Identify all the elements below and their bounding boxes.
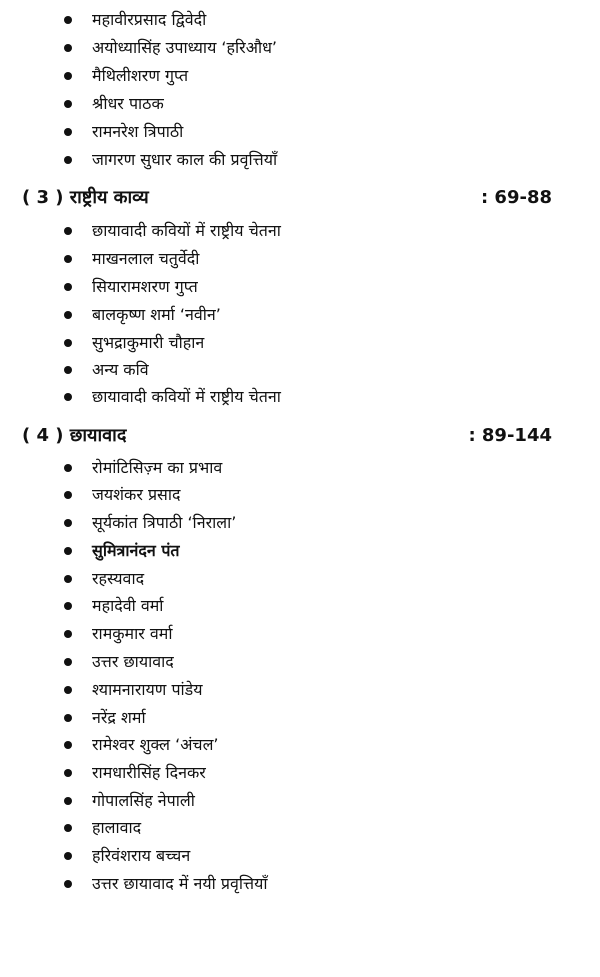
list-item-text: छायावादी कवियों में राष्ट्रीय चेतना bbox=[92, 387, 281, 406]
bullet-icon bbox=[64, 797, 72, 805]
list-item-text: मैथिलीशरण गुप्त bbox=[92, 66, 189, 85]
list-item bbox=[64, 509, 236, 537]
list-item-text: उत्तर छायावाद में नयी प्रवृत्तियाँ bbox=[92, 874, 268, 893]
list-item bbox=[64, 90, 164, 118]
list-item bbox=[64, 62, 188, 90]
bullet-icon bbox=[64, 100, 72, 108]
list-item-text: रामकुमार वर्मा bbox=[92, 624, 173, 643]
list-item bbox=[64, 814, 141, 842]
list-item-text: जागरण सुधार काल की प्रवृत्तियाँ bbox=[92, 150, 278, 169]
list-item bbox=[64, 245, 199, 273]
list-item-text: नरेंद्र शर्मा bbox=[92, 708, 146, 727]
list-item-text: श्यामनारायण पांडेय bbox=[92, 680, 203, 699]
list-item bbox=[64, 731, 219, 759]
list-item bbox=[64, 356, 149, 384]
section-heading-rashtriya-kavya bbox=[22, 182, 552, 212]
bullet-icon bbox=[64, 741, 72, 749]
bullet-icon bbox=[64, 283, 72, 291]
list-item-text: सुमित्रानंदन पंत bbox=[92, 541, 180, 560]
list-item-text: छायावादी कवियों में राष्ट्रीय चेतना bbox=[92, 221, 281, 240]
bullet-icon bbox=[64, 686, 72, 694]
bullet-icon bbox=[64, 658, 72, 666]
list-item-text: रामधारीसिंह दिनकर bbox=[92, 763, 206, 782]
list-item-text: रामेश्वर शुक्ल ‘अंचल’ bbox=[92, 735, 219, 754]
list-item bbox=[64, 146, 277, 174]
list-item-text: सियारामशरण गुप्त bbox=[92, 277, 198, 296]
bullet-icon bbox=[64, 255, 72, 263]
list-item-text: श्रीधर पाठक bbox=[92, 94, 164, 113]
section-title: ( 4 ) छायावाद bbox=[22, 425, 127, 446]
section-page-range: : 69-88 bbox=[480, 186, 552, 208]
bullet-icon bbox=[64, 227, 72, 235]
list-item bbox=[64, 620, 173, 648]
list-item bbox=[64, 592, 163, 620]
list-item bbox=[64, 34, 277, 62]
list-item bbox=[64, 217, 281, 245]
list-item bbox=[64, 383, 281, 411]
list-item-text: महावीरप्रसाद द्विवेदी bbox=[92, 10, 207, 29]
list-item-text: गोपालसिंह नेपाली bbox=[92, 791, 195, 810]
list-item bbox=[64, 481, 181, 509]
list-item bbox=[64, 759, 206, 787]
bullet-icon bbox=[64, 44, 72, 52]
list-item bbox=[64, 676, 203, 704]
list-item-text: सूर्यकांत त्रिपाठी ‘निराला’ bbox=[92, 513, 237, 532]
list-item-text: रोमांटिसिज़्म का प्रभाव bbox=[92, 458, 223, 477]
bullet-icon bbox=[64, 602, 72, 610]
list-item-text: सुभद्राकुमारी चौहान bbox=[92, 333, 205, 352]
list-item-text: अन्य कवि bbox=[92, 360, 149, 379]
list-item bbox=[64, 537, 180, 565]
bullet-icon bbox=[64, 128, 72, 136]
bullet-icon bbox=[64, 366, 72, 374]
bullet-icon bbox=[64, 72, 72, 80]
bullet-icon bbox=[64, 769, 72, 777]
list-item-text: हालावाद bbox=[92, 818, 142, 837]
section-title: ( 3 ) राष्ट्रीय काव्य bbox=[22, 187, 149, 208]
list-item bbox=[64, 648, 174, 676]
bullet-icon bbox=[64, 311, 72, 319]
bullet-icon bbox=[64, 464, 72, 472]
list-item-text: जयशंकर प्रसाद bbox=[92, 485, 181, 504]
bullet-icon bbox=[64, 714, 72, 722]
bullet-icon bbox=[64, 519, 72, 527]
list-item bbox=[64, 273, 198, 301]
bullet-icon bbox=[64, 575, 72, 583]
list-item-text: माखनलाल चतुर्वेदी bbox=[92, 249, 200, 268]
section-heading-chhayavad bbox=[22, 420, 552, 450]
list-item bbox=[64, 787, 195, 815]
list-item bbox=[64, 301, 221, 329]
bullet-icon bbox=[64, 339, 72, 347]
bullet-icon bbox=[64, 630, 72, 638]
section-page-range: : 89-144 bbox=[468, 424, 552, 446]
bullet-icon bbox=[64, 491, 72, 499]
bullet-icon bbox=[64, 880, 72, 888]
bullet-icon bbox=[64, 16, 72, 24]
bullet-icon bbox=[64, 852, 72, 860]
list-item bbox=[64, 118, 183, 146]
bullet-icon bbox=[64, 824, 72, 832]
list-item bbox=[64, 6, 206, 34]
list-item bbox=[64, 454, 222, 482]
bullet-icon bbox=[64, 547, 72, 555]
list-item-text: महादेवी वर्मा bbox=[92, 596, 164, 615]
list-item bbox=[64, 565, 144, 593]
list-item-text: अयोध्यासिंह उपाध्याय ‘हरिऔध’ bbox=[92, 38, 278, 57]
bullet-icon bbox=[64, 393, 72, 401]
list-item-text: रामनरेश त्रिपाठी bbox=[92, 122, 184, 141]
list-item-text: रहस्यवाद bbox=[92, 569, 145, 588]
list-item-text: हरिवंशराय बच्चन bbox=[92, 846, 191, 865]
list-item-text: बालकृष्ण शर्मा ‘नवीन’ bbox=[92, 305, 221, 324]
list-item bbox=[64, 842, 190, 870]
bullet-icon bbox=[64, 156, 72, 164]
list-item bbox=[64, 329, 204, 357]
list-item bbox=[64, 870, 268, 898]
list-item bbox=[64, 704, 146, 732]
list-item-text: उत्तर छायावाद bbox=[92, 652, 174, 671]
